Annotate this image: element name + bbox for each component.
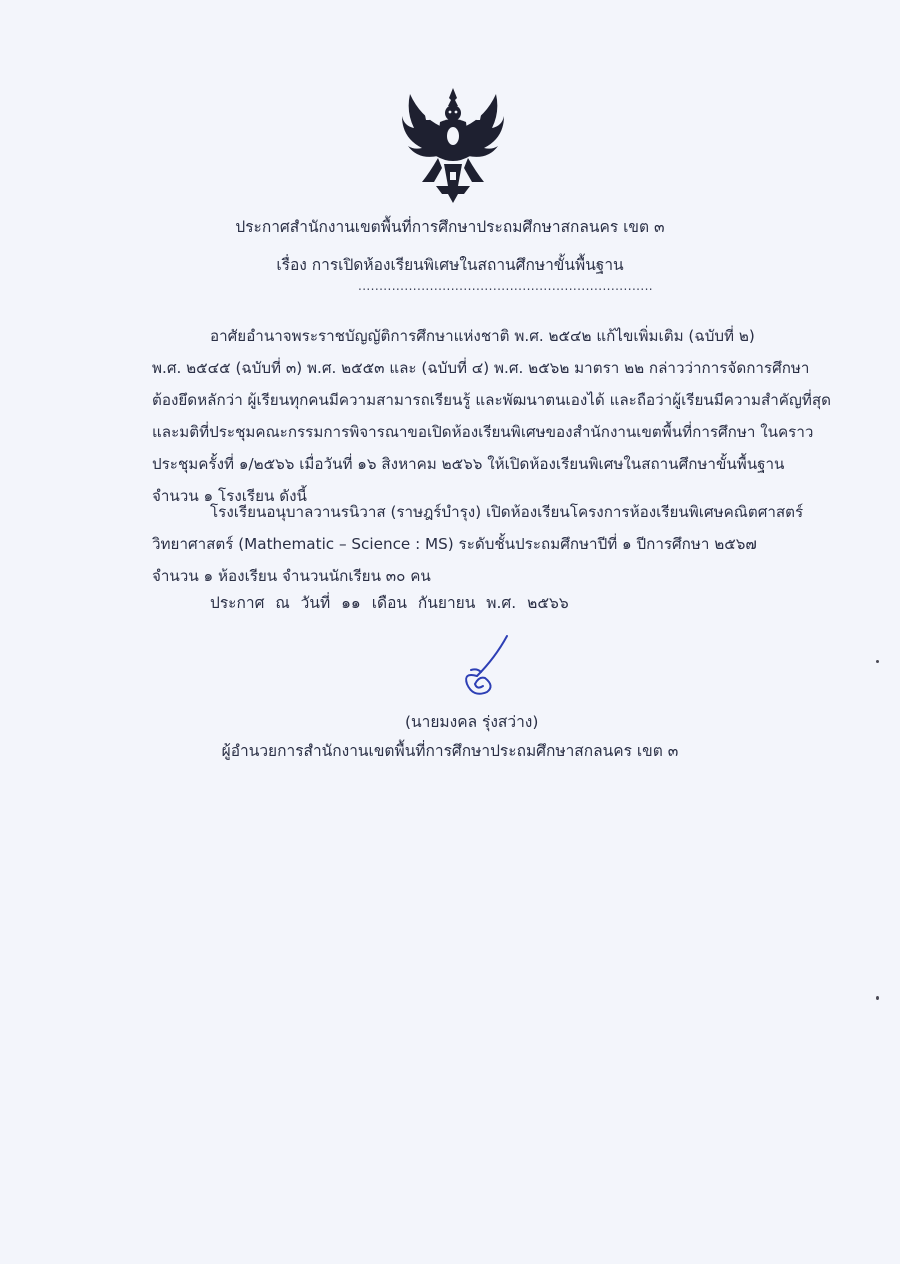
paragraph-line: อาศัยอำนาจพระราชบัญญัติการศึกษาแห่งชาติ พ.ศ. ๒๕๔๒ แก้ไขเพิ่มเติม (ฉบับที่ ๒)	[210, 327, 755, 345]
paragraph-line: โรงเรียนอนุบาลวานรนิวาส (ราษฎร์บำรุง) เปิดห้องเรียนโครงการห้องเรียนพิเศษคณิตศาสตร์	[210, 503, 804, 521]
garuda-emblem-icon	[400, 86, 506, 204]
signer-name: (นายมงคล รุ่งสว่าง)	[405, 713, 539, 731]
announcement-date: ประกาศ ณ วันที่ ๑๑ เดือน กันยายน พ.ศ. ๒๕๖๖	[210, 594, 569, 612]
separator-line: ......................................................................	[358, 279, 654, 293]
paragraph-line: และมติที่ประชุมคณะกรรมการพิจารณาขอเปิดห้องเรียนพิเศษของสำนักงานเขตพื้นที่การศึกษา ในคราว	[152, 423, 814, 441]
paragraph-line: จำนวน ๑ ห้องเรียน จำนวนนักเรียน ๓๐ คน	[152, 567, 431, 585]
announcement-title: ประกาศสำนักงานเขตพื้นที่การศึกษาประถมศึกษาสกลนคร เขต ๓	[235, 218, 665, 236]
paragraph-line: วิทยาศาสตร์ (Mathematic – Science : MS) ระดับชั้นประถมศึกษาปีที่ ๑ ปีการศึกษา ๒๕๖๗	[152, 535, 757, 553]
handwritten-signature-icon	[455, 632, 525, 704]
announcement-subject: เรื่อง การเปิดห้องเรียนพิเศษในสถานศึกษาขั้นพื้นฐาน	[276, 256, 624, 274]
paper-speck	[876, 660, 879, 663]
paragraph-school	[152, 496, 804, 592]
paragraph-line: ต้องยึดหลักว่า ผู้เรียนทุกคนมีความสามารถเรียนรู้ และพัฒนาตนเองได้ และถือว่าผู้เรียนมีความสำคัญที่สุด	[152, 391, 832, 409]
paper-speck	[876, 996, 879, 1000]
paragraph-line: จำนวน ๑ โรงเรียน ดังนี้	[152, 487, 307, 505]
signer-position: ผู้อำนวยการสำนักงานเขตพื้นที่การศึกษาประถมศึกษาสกลนคร เขต ๓	[221, 742, 679, 760]
paragraph-line: พ.ศ. ๒๕๔๕ (ฉบับที่ ๓) พ.ศ. ๒๕๕๓ และ (ฉบับที่ ๔) พ.ศ. ๒๕๖๒ มาตรา ๒๒ กล่าวว่าการจัดการศึกษา	[152, 359, 810, 377]
paragraph-line: ประชุมครั้งที่ ๑/๒๕๖๖ เมื่อวันที่ ๑๖ สิงหาคม ๒๕๖๖ ให้เปิดห้องเรียนพิเศษในสถานศึกษาขั้นพื้นฐาน	[152, 455, 785, 473]
